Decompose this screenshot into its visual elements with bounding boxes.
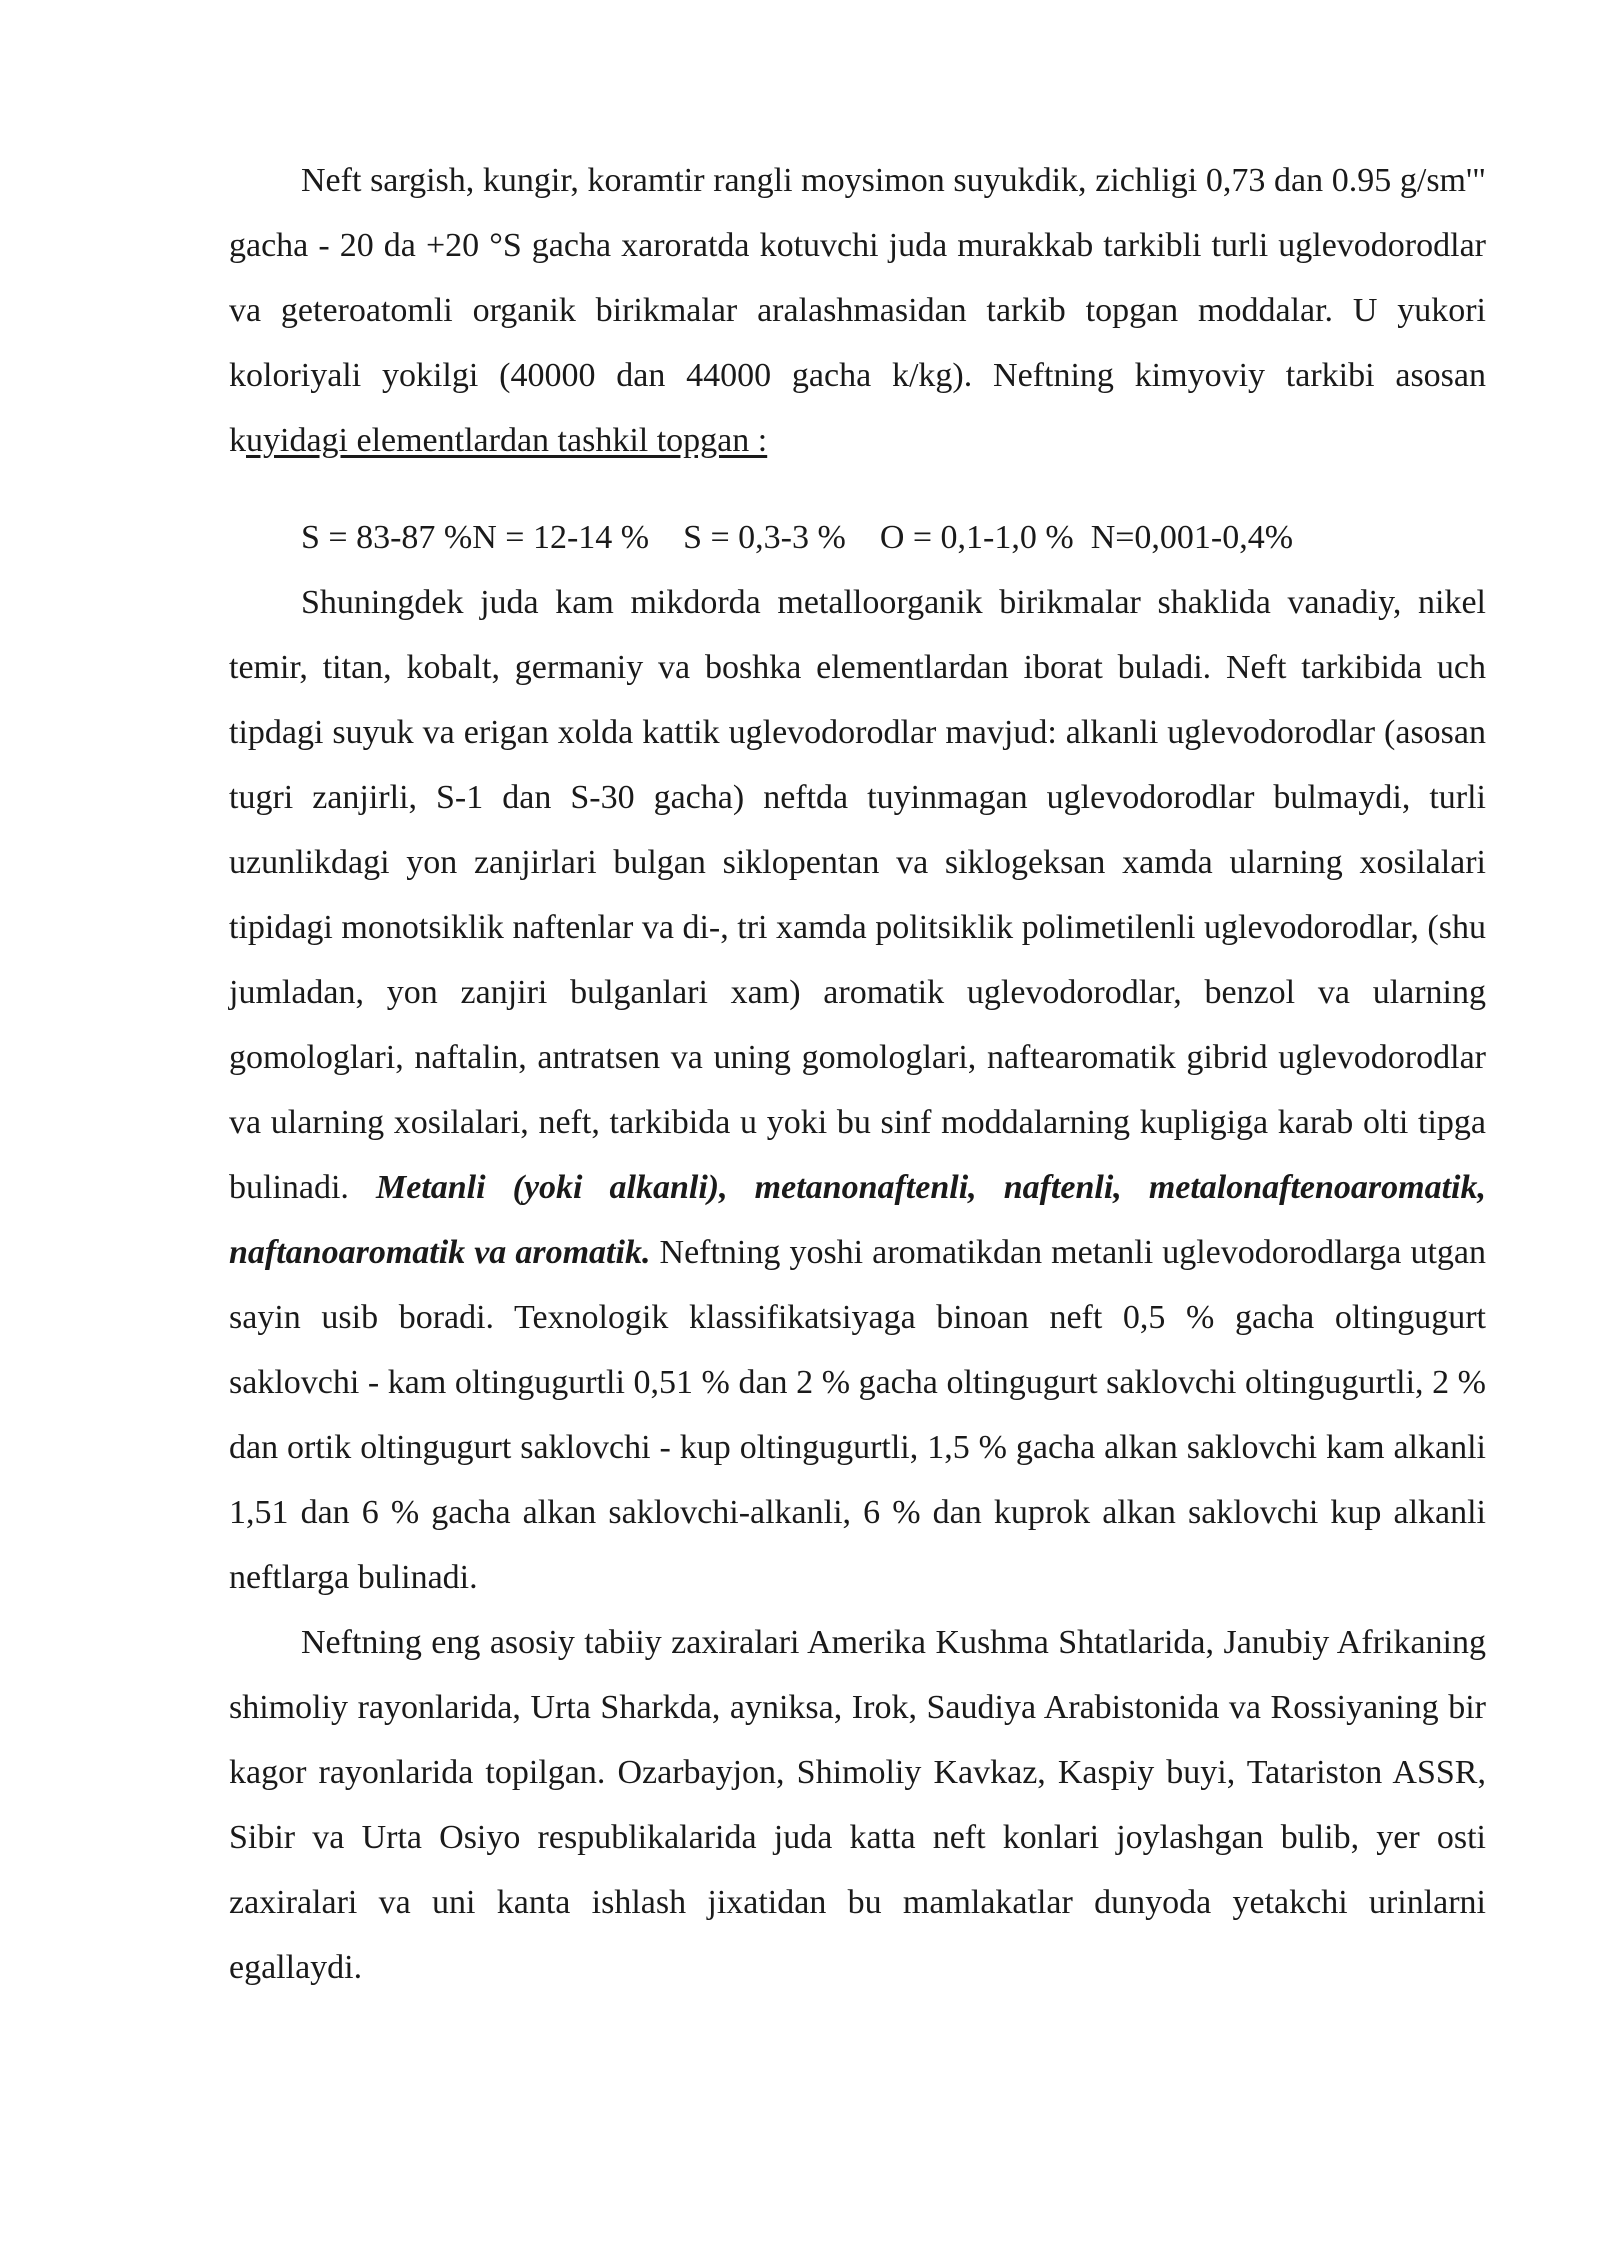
paragraph-oil-classification [229, 570, 1486, 1610]
document-page [229, 148, 1486, 2000]
paragraph-oil-properties [229, 148, 1486, 473]
paragraph-text: Neftning eng asosiy tabiiy zaxiralari Amerika Kushma Shtatlarida, Janubiy Afrikaning shimoliy rayonlarida, Urta Sharkda, ayniksa, Irok, Saudiya Arabistonida va Rossiyaning bir kagor rayonlarida topilgan. Ozarbayjon, Shimoliy Kavkaz, Kaspiy buyi, Tatariston ASSR, Sibir va Urta Osiyo respublikalarida juda katta neft konlari joylashgan bulib, yer osti zaxiralari va uni kanta ishlash jixatidan bu mamlakatlar dunyoda yetakchi urinlarni egallaydi. [229, 1624, 1486, 1986]
underlined-text: uyidagi elementlardan tashkil topgan : [246, 422, 768, 459]
paragraph-text: Shuningdek juda kam mikdorda metalloorganik birikmalar shaklida vanadiy, nikel temir, titan, kobalt, germaniy va boshka elementlardan iborat buladi. Neft tarkibida uch tipdagi suyuk va erigan xolda kattik uglevodorodlar mavjud: alkanli uglevodorodlar (asosan tugri zanjirli, S-1 dan S-30 gacha) neftda tuyinmagan uglevodorodlar bulmaydi, turli uzunlikdagi yon zanjirlari bulgan siklopentan va siklogeksan xamda ularning xosilalari tipidagi monotsiklik naftenlar va di-, tri xamda politsiklik polimetilenli uglevodorodlar, (shu jumladan, yon zanjiri bulganlari xam) aromatik uglevodorodlar, benzol va ularning gomologlari, naftalin, antratsen va uning gomologlari, naftearomatik gibrid uglevodorodlar va ularning xosilalari, neft, tarkibida u yoki bu sinf moddalarning kupligiga karab olti tipga bulinadi. [229, 584, 1486, 1206]
paragraph-text: Neftning yoshi aromatikdan metanli uglevodorodlarga utgan sayin usib boradi. Texnologik klassifikatsiyaga binoan neft 0,5 % gacha oltingugurt saklovchi - kam oltingugurtli 0,51 % dan 2 % gacha oltingugurt saklovchi oltingugurtli, 2 % dan ortik oltingugurt saklovchi - kup oltingugurtli, 1,5 % gacha alkan saklovchi kam alkanli 1,51 dan 6 % gacha alkan saklovchi-alkanli, 6 % dan kuprok alkan saklovchi kup alkanli neftlarga bulinadi. [229, 1234, 1486, 1596]
bold-italic-text: Metanli (yoki alkanli), metanonaftenli, naftenli, metalonaftenoaromatik, naftanoaromatik va aromatik. [229, 1169, 1486, 1271]
paragraph-text: Neft sargish, kungir, koramtir rangli moysimon suyukdik, zichligi 0,73 dan 0.95 g/sm'" gacha - 20 da +20 °S gacha xaroratda kotuvchi juda murakkab tarkibli turli uglevodorodlar va geteroatomli organik birikmalar aralashmasidan tarkib topgan moddalar. U yukori koloriyali yokilgi (40000 dan 44000 gacha k/kg). Neftning kimyoviy tarkibi asosan k [229, 162, 1486, 459]
composition-formula: S = 83-87 %N = 12-14 % S = 0,3-3 % O = 0,1-1,0 % N=0,001-0,4% [301, 519, 1294, 556]
paragraph-oil-reserves [229, 1610, 1486, 2000]
